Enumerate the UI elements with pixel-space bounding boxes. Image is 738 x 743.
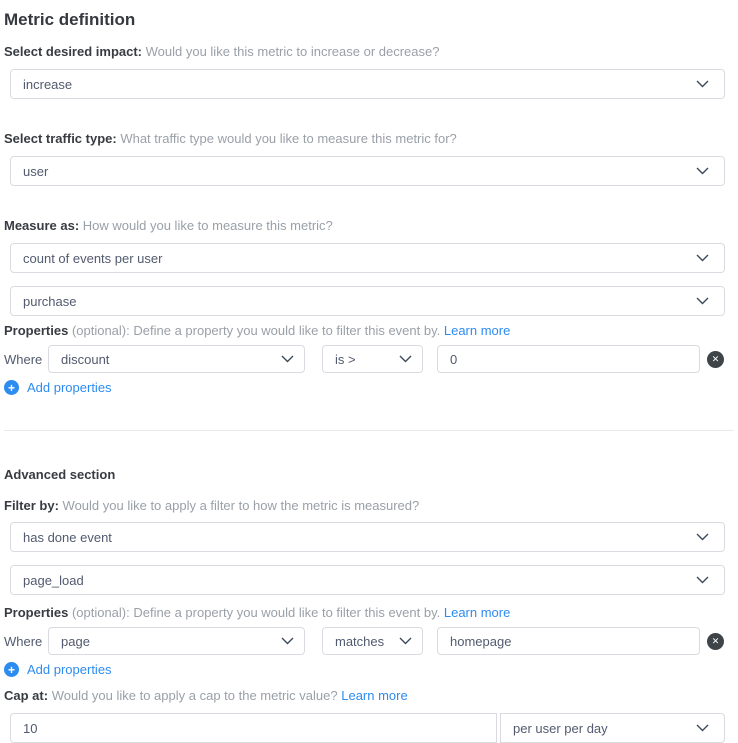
property-select-value: discount (61, 351, 110, 367)
properties1-heading: Properties (4, 323, 69, 338)
cap-value-input[interactable] (10, 713, 497, 743)
properties1-description: Define a property you would like to filter this event by. (133, 323, 441, 338)
filter-by-select[interactable] (10, 522, 725, 552)
learn-more-link[interactable]: Learn more (443, 605, 511, 620)
learn-more-link[interactable]: Learn more (341, 688, 408, 703)
operator-select-value: is > (335, 351, 356, 367)
properties2-heading-row (4, 605, 738, 621)
filter-label-row (4, 498, 738, 514)
filter-label: Filter by: (4, 498, 59, 513)
operator-select[interactable] (322, 345, 423, 373)
filter-event-select[interactable] (10, 565, 725, 595)
remove-property-icon[interactable]: ✕ (707, 633, 724, 650)
traffic-question: What traffic type would you like to measure this metric for? (120, 131, 457, 146)
cap-label: Cap at: (4, 688, 49, 703)
where-label: Where (4, 351, 43, 367)
advanced-section-title: Advanced section (4, 467, 116, 482)
impact-select[interactable] (10, 69, 725, 99)
properties2-description: Define a property you would like to filter this event by. (133, 605, 441, 620)
filter-select-value: has done event (23, 529, 112, 545)
operator-select-value: matches (335, 633, 385, 649)
cap-question: Would you like to apply a cap to the metric value? (51, 688, 338, 703)
traffic-type-select[interactable] (10, 156, 725, 186)
traffic-label: Select traffic type: (4, 131, 117, 146)
measure-label-row (4, 218, 738, 234)
property-value-input[interactable] (437, 627, 700, 655)
cap-value-row (10, 713, 725, 743)
chevron-down-icon (696, 80, 709, 88)
property-select[interactable] (48, 627, 305, 655)
where-label: Where (4, 633, 43, 649)
properties2-heading: Properties (4, 605, 69, 620)
chevron-down-icon (696, 576, 709, 584)
section-divider (4, 430, 734, 431)
cap-unit-value: per user per day (513, 720, 608, 736)
chevron-down-icon (696, 724, 709, 732)
traffic-select-value: user (23, 163, 49, 179)
traffic-label-row (4, 131, 738, 147)
chevron-down-icon (281, 355, 294, 363)
add-circle-icon: + (4, 380, 19, 395)
add-properties-button[interactable] (4, 380, 112, 395)
measure-question: How would you like to measure this metric? (82, 218, 333, 233)
chevron-down-icon (696, 167, 709, 175)
chevron-down-icon (696, 533, 709, 541)
measure-select-value: count of events per user (23, 250, 163, 266)
impact-question: Would you like this metric to increase or decrease? (145, 44, 440, 59)
property-filter-row (4, 627, 724, 655)
chevron-down-icon (399, 355, 412, 363)
property-select[interactable] (48, 345, 305, 373)
operator-select[interactable] (322, 627, 423, 655)
measure-as-select[interactable] (10, 243, 725, 273)
add-properties-label: Add properties (27, 662, 112, 677)
property-select-value: page (61, 633, 90, 649)
property-filter-row (4, 345, 724, 373)
remove-property-icon[interactable]: ✕ (707, 351, 724, 368)
measure-label: Measure as: (4, 218, 80, 233)
cap-unit-select[interactable] (500, 713, 725, 743)
chevron-down-icon (281, 637, 294, 645)
filter-event-value: page_load (23, 572, 84, 588)
chevron-down-icon (399, 637, 412, 645)
add-circle-icon: + (4, 662, 19, 677)
impact-label-row (4, 44, 738, 60)
page-title: Metric definition (4, 10, 136, 29)
properties1-heading-row (4, 323, 738, 339)
impact-select-value: increase (23, 76, 73, 92)
add-properties-button[interactable] (4, 662, 112, 677)
filter-question: Would you like to apply a filter to how the metric is measured? (62, 498, 420, 513)
measure-event-select[interactable] (10, 286, 725, 316)
impact-label: Select desired impact: (4, 44, 142, 59)
chevron-down-icon (696, 297, 709, 305)
properties1-optional: (optional): (71, 323, 130, 338)
chevron-down-icon (696, 254, 709, 262)
properties2-optional: (optional): (71, 605, 130, 620)
cap-label-row (4, 688, 738, 704)
property-value-input[interactable] (437, 345, 700, 373)
add-properties-label: Add properties (27, 380, 112, 395)
measure-event-value: purchase (23, 293, 77, 309)
learn-more-link[interactable]: Learn more (443, 323, 511, 338)
